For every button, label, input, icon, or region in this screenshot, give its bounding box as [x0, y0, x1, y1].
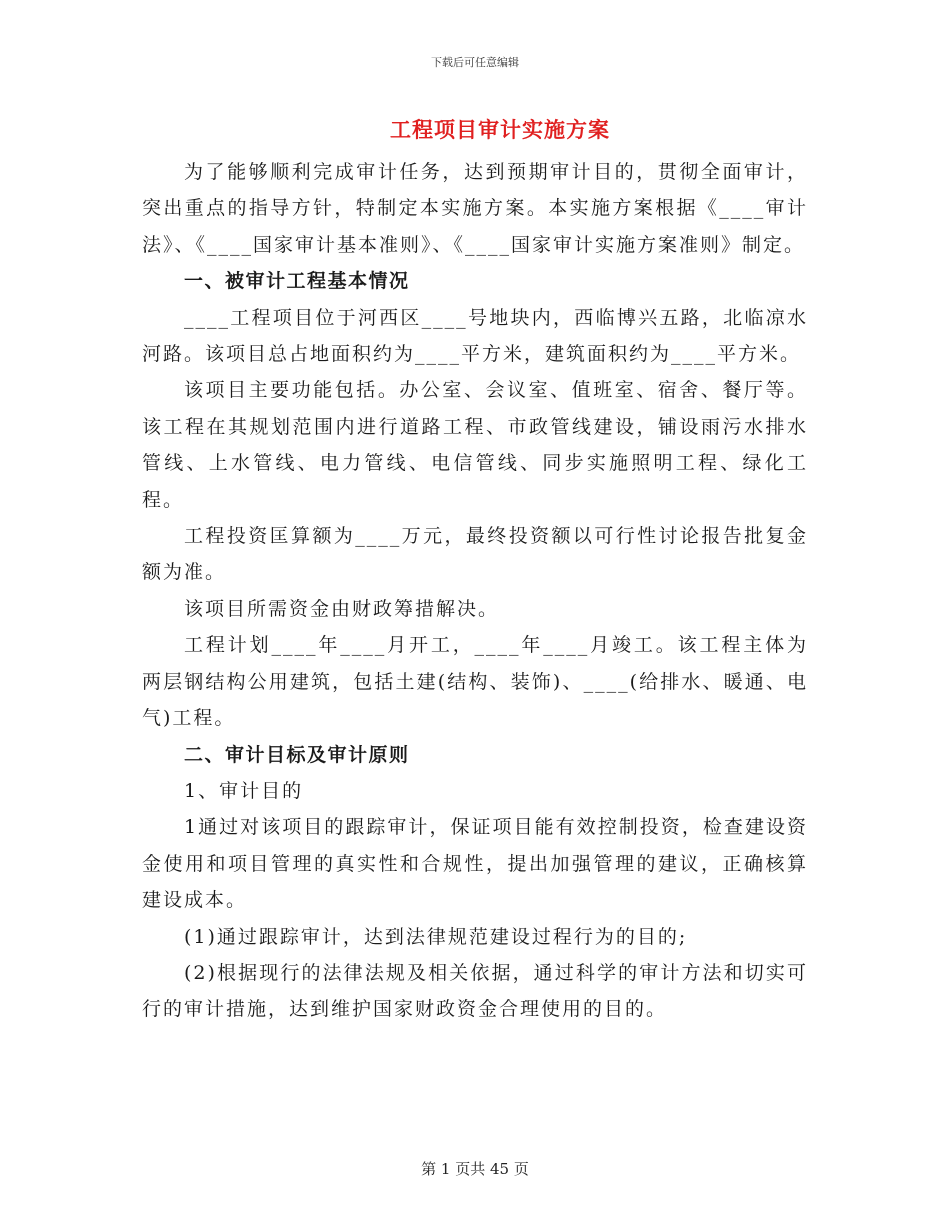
paragraph-functions: 该项目主要功能包括。办公室、会议室、值班室、宿舍、餐厅等。该工程在其规划范围内进行道路工程、市政管线建设，铺设雨污水排水管线、上水管线、电力管线、电信管线、同步实施照明工程、绿化工程。	[142, 379, 808, 511]
paragraph-investment: 工程投资匡算额为____万元，最终投资额以可行性讨论报告批复金额为准。	[142, 525, 808, 584]
paragraph-intro: 为了能够顺利完成审计任务，达到预期审计目的，贯彻全面审计，突出重点的指导方针，特制定本实施方案。本实施方案根据《____审计法》、《____国家审计基本准则》、《____国家审计实施方案准则》制定。	[142, 161, 808, 256]
page-footer: 第 1 页共 45 页	[421, 1160, 529, 1178]
section-heading-2: 二、审计目标及审计原则	[184, 743, 410, 766]
paragraph-funding: 该项目所需资金由财政筹措解决。	[184, 597, 500, 620]
section-heading-1: 一、被审计工程基本情况	[184, 270, 410, 293]
document-title: 工程项目审计实施方案	[390, 117, 610, 142]
subheading-audit-purpose: 1、审计目的	[184, 779, 304, 802]
page-header: 下载后可任意编辑	[431, 56, 519, 69]
paragraph-schedule: 工程计划____年____月开工，____年____月竣工。该工程主体为两层钢结构公用建筑，包括土建(结构、装饰)、____(给排水、暖通、电气)工程。	[142, 634, 808, 730]
paragraph-purpose-1: 1通过对该项目的跟踪审计，保证项目能有效控制投资，检查建设资金使用和项目管理的真实性和合规性，提出加强管理的建议，正确核算建设成本。	[142, 816, 808, 912]
document-body	[142, 154, 808, 1028]
paragraph-location: ____工程项目位于河西区____号地块内，西临博兴五路，北临凉水河路。该项目总占地面积约为____平方米，建筑面积约为____平方米。	[142, 306, 808, 366]
paragraph-purpose-item-1: (1)通过跟踪审计，达到法律规范建设过程行为的目的;	[184, 925, 688, 948]
paragraph-purpose-item-2: (2)根据现行的法律法规及相关依据，通过科学的审计方法和切实可行的审计措施，达到维护国家财政资金合理使用的目的。	[142, 961, 808, 1021]
